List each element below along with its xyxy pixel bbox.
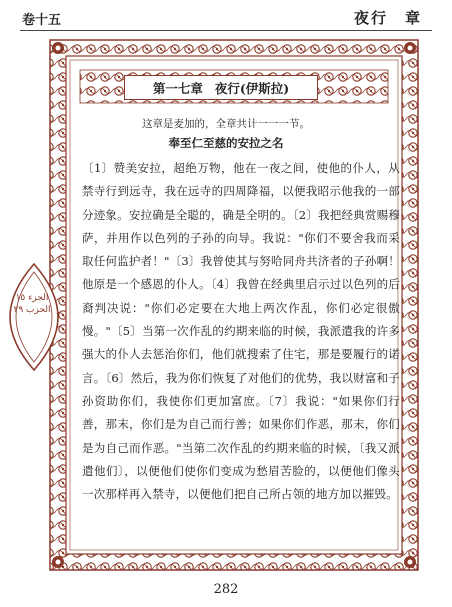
chapter-number: 第一七章	[152, 80, 203, 96]
page-header-chapter: 夜行 章	[353, 9, 422, 27]
margin-medallion-ornament	[8, 262, 60, 372]
verse-text: 〔1〕赞美安拉，超绝万物，他在一夜之间，使他的仆人，从禁寺行到远寺，我在远寺的四周降福，以便我昭示他我的一部分迹象。安拉确是全聪的，确是全明的。〔2〕我把经典赏赐穆萨，并用作以色列的子孙的向导。我说："你们不要舍我而采取任何监护者！"〔3〕我曾使其与努哈同舟共济者的子孙啊！他原是一个感恩的仆人。〔4〕我曾在经典里启示过以色列的后裔判决说："你们必定要在大地上两次作乱，你们必定很傲慢。"〔5〕当第一次作乱的约期来临的时候，我派遣我的许多强大的仆人去惩治你们，他们就搜索了住宅，那是要履行的诺言。〔6〕然后，我为你们恢复了对他们的优势，我以财富和子孙资助你们，我使你们更加富庶。〔7〕我说："如果你们行善，那末，你们是为自己而行善；如果你们作恶，那末，你们是为自己而作恶。"当第二次作乱的约期来临的时候，〔我又派遣他们〕，以便他们使你们变成为愁眉苦脸的，以便他们像头一次那样再入禁寺，以便他们把自己所占领的地方加以摧毁。	[82, 161, 400, 502]
page-number: 282	[213, 582, 239, 597]
chapter-name: 夜行(伊斯拉)	[214, 80, 290, 96]
page-header-volume: 卷十五	[22, 13, 62, 28]
chapter-title-box	[124, 75, 318, 100]
chapter-intro: 这章是麦加的，全章共计一一一节。	[142, 118, 310, 130]
margin-medallion-text: الجزء ١٥ الحزب ٢٩	[13, 293, 51, 315]
basmala: 奉至仁至慈的安拉之名	[168, 136, 284, 150]
